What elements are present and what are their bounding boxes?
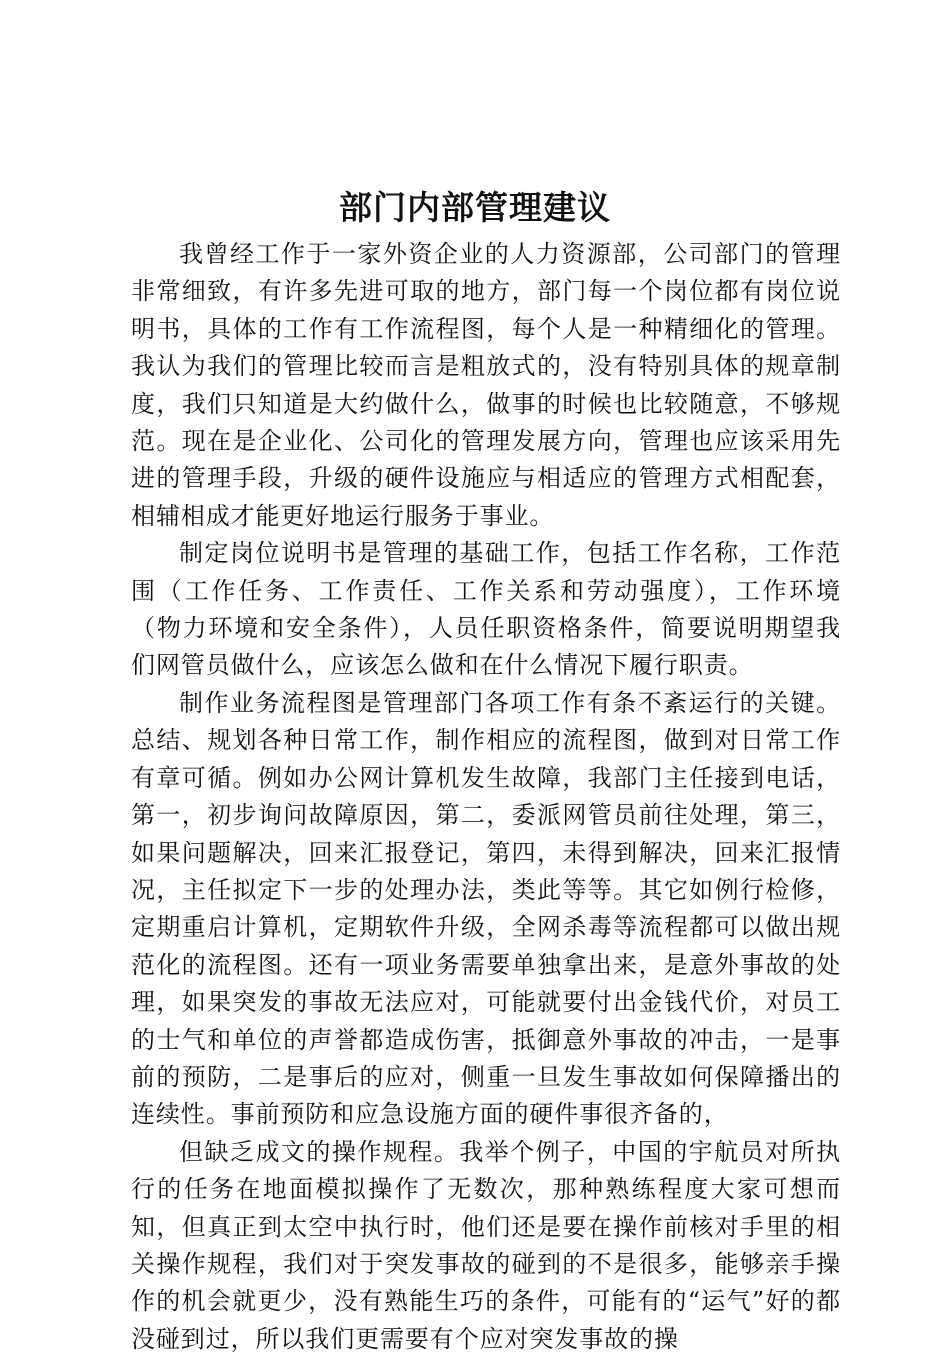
document-title: 部门内部管理建议 <box>339 188 611 227</box>
document-body <box>131 236 841 1358</box>
paragraph-operating-procedures: 但缺乏成文的操作规程。我举个例子，中国的宇航员对所执行的任务在地面模拟操作了无数次，那种熟练程度大家可想而知，但真正到太空中执行时，他们还是要在操作前核对手里的相关操作规程，我们对于突发事故的碰到的不是很多，能够亲手操作的机会就更少，没有熟能生巧的条件，可能有的“运气”好的都没碰到过，所以我们更需要有个应对突发事故的操 <box>131 1137 841 1353</box>
paragraph-job-description-content: 制定岗位说明书是管理的基础工作，包括工作名称，工作范围（工作任务、工作责任、工作关系和劳动强度），工作环境（物力环境和安全条件），人员任职资格条件，简要说明期望我们网管员做什么，应该怎么做和在什么情况下履行职责。 <box>131 539 841 680</box>
paragraph-workflow-chart: 制作业务流程图是管理部门各项工作有条不紊运行的关键。总结、规划各种日常工作，制作相应的流程图，做到对日常工作有章可循。例如办公网计算机发生故障，我部门主任接到电话，第一，初步询问故障原因，第二，委派网管员前往处理，第三，如果问题解决，回来汇报登记，第四，未得到解决，回来汇报情况，主任拟定下一步的处理办法，类此等等。其它如例行检修，定期重启计算机，定期软件升级，全网杀毒等流程都可以做出规范化的流程图。还有一项业务需要单独拿出来，是意外事故的处理，如果突发的事故无法应对，可能就要付出金钱代价，对员工的士气和单位的声誉都造成伤害，抵御意外事故的冲击，一是事前的预防，二是事后的应对，侧重一旦发生事故如何保障播出的连续性。事前预防和应急设施方面的硬件事很齐备的， <box>131 688 841 1129</box>
paragraph-job-description-intro: 我曾经工作于一家外资企业的人力资源部，公司部门的管理非常细致，有许多先进可取的地方，部门每一个岗位都有岗位说明书，具体的工作有工作流程图，每个人是一种精细化的管理。我认为我们的管理比较而言是粗放式的，没有特别具体的规章制度，我们只知道是大约做什么，做事的时候也比较随意，不够规范。现在是企业化、公司化的管理发展方向，管理也应该采用先进的管理手段，升级的硬件设施应与相适应的管理方式相配套，相辅相成才能更好地运行服务于事业。 <box>131 240 841 530</box>
